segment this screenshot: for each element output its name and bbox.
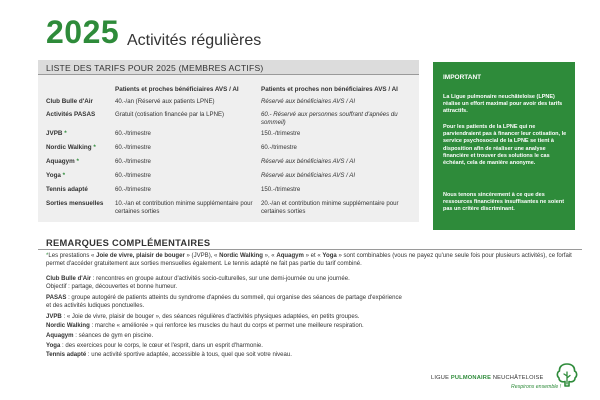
- row-price-non-beneficiary: 20.-/an et contribution minime supplémentaire pour certaines sorties: [261, 200, 399, 215]
- remarks-title: REMARQUES COMPLÉMENTAIRES: [46, 238, 211, 248]
- row-label: Yoga *: [46, 172, 66, 179]
- row-label: Activités PASAS: [46, 111, 96, 118]
- row-price-beneficiary: 40.-/an (Réservé aux patients LPNE): [115, 98, 215, 105]
- row-price-non-beneficiary: Réservé aux bénéficiaires AVS / AI: [261, 98, 356, 105]
- row-price-non-beneficiary: 150.-/trimestre: [261, 130, 301, 137]
- important-paragraph: Pour les patients de la LPNE qui ne parviendraient pas à financer leur cotisation, le service psychosocial de la LPNE se tient à disposition afin de réaliser une analyse financière et trouver des solutions le cas échéant, cela de manière anonyme.: [443, 124, 567, 167]
- important-paragraph: Nous tenons sincèrement à ce que des ressources financières insuffisantes ne soient pas un critère discriminant.: [443, 192, 565, 213]
- row-price-non-beneficiary: Réservé aux bénéficiaires AVS / AI: [261, 172, 356, 179]
- tariff-panel: [38, 60, 419, 222]
- important-paragraph: La Ligue pulmonaire neuchâteloise (LPNE) réalise un effort maximal pour avoir des tarifs attractifs.: [443, 94, 563, 115]
- remark-aquagym: Aquagym : séances de gym en piscine.: [46, 333, 154, 339]
- row-price-beneficiary: 60.-/trimestre: [115, 186, 151, 193]
- row-label: Nordic Walking *: [46, 144, 96, 151]
- column-header-beneficiaries: Patients et proches bénéficiaires AVS / AI: [115, 86, 239, 93]
- row-label: Club Bulle d'Air: [46, 98, 93, 105]
- remark-pasas: PASAS : groupe autogéré de patients atteints du syndrome d'apnées du sommeil, qui organise des séances de partage d'expérience et des activités ludiques ponctuelles.: [46, 295, 402, 309]
- page-subtitle: Activités régulières: [127, 32, 262, 49]
- logo-tagline: Respirons ensemble !: [511, 384, 562, 390]
- remark-nordic: Nordic Walking : marche « améliorée » qui renforce les muscles du haut du corps et permet une meilleure respiration.: [46, 323, 364, 329]
- row-label: Sorties mensuelles: [46, 200, 104, 207]
- remark-jvpb: JVPB : « Joie de vivre, plaisir de bouger », des séances régulières d'activités physiques adaptées, en petits groupes.: [46, 314, 360, 320]
- remarks-divider: [38, 249, 582, 250]
- row-price-beneficiary: Gratuit (cotisation financée par la LPNE): [115, 111, 225, 118]
- remark-yoga: Yoga : des exercices pour le corps, le cœur et l'esprit, dans un esprit d'harmonie.: [46, 343, 263, 349]
- row-price-beneficiary: 60.-/trimestre: [115, 144, 151, 151]
- logo-name: LIGUE PULMONAIRE NEUCHÂTELOISE: [431, 375, 544, 381]
- row-price-beneficiary: 60.-/trimestre: [115, 158, 151, 165]
- row-price-beneficiary: 10.-/an et contribution minime supplémentaire pour certaines sorties: [115, 200, 253, 215]
- row-price-non-beneficiary: 60.- Réservé aux personnes souffrant d'apnées du sommeil): [261, 111, 398, 126]
- remark-combined-note: *Les prestations « Joie de vivre, plaisir de bouger » (JVPB), « Nordic Walking », « Aquagym » et « Yoga » sont combinables (vous ne payez qu'une seule fois pour plusieurs activités), ce forfait permet d'accéder gratuitement aux sorties mensuelles également. Le tennis adapté ne fait pas partie du tarif combiné.: [46, 253, 572, 267]
- row-price-non-beneficiary: 150.-/trimestre: [261, 186, 301, 193]
- column-header-non-beneficiaries: Patients et proches non bénéficiaires AVS / AI: [261, 86, 398, 93]
- row-price-beneficiary: 60.-/trimestre: [115, 130, 151, 137]
- row-label: Tennis adapté: [46, 186, 88, 193]
- page-year: 2025: [46, 14, 120, 50]
- remark-tennis: Tennis adapté : une activité sportive adaptée, accessible à tous, quel que soit votre niveau.: [46, 352, 292, 358]
- row-label: Aquagym *: [46, 158, 79, 165]
- important-title: IMPORTANT: [443, 74, 482, 81]
- tree-icon: [555, 362, 579, 388]
- row-label: JVPB *: [46, 130, 67, 137]
- remark-club: Club Bulle d'Air : rencontres en groupe autour d'activités socio-culturelles, sur une demi-journée ou une journée. Objectif : partage, découvertes et bonne humeur.: [46, 276, 350, 290]
- row-price-non-beneficiary: Réservé aux bénéficiaires AVS / AI: [261, 158, 356, 165]
- tariff-title: LISTE DES TARIFS POUR 2025 (MEMBRES ACTIFS): [46, 63, 264, 73]
- row-price-beneficiary: 60.-/trimestre: [115, 172, 151, 179]
- row-price-non-beneficiary: 60.-/trimestre: [261, 144, 297, 151]
